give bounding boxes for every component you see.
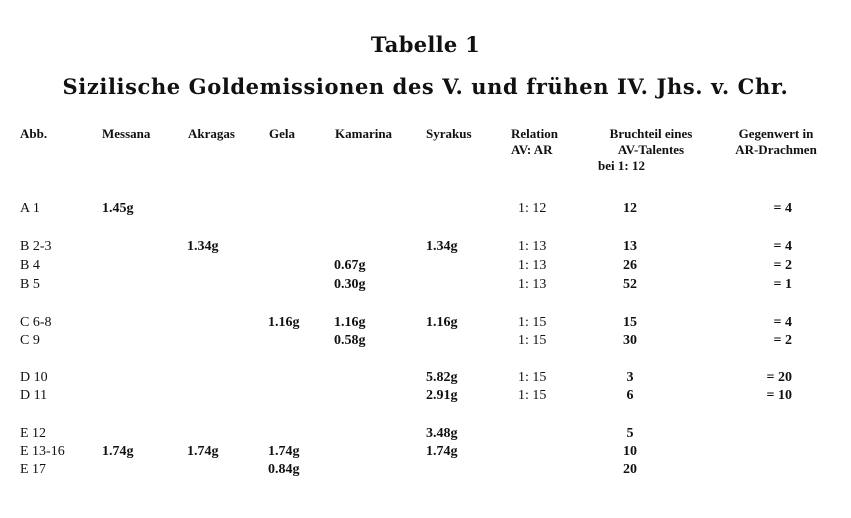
cell-bruchteil: 6 <box>626 388 634 403</box>
header-relation <box>511 126 558 158</box>
cell-relation: 1: 13 <box>518 239 547 254</box>
cell-gegenwert: = 4 <box>773 201 792 216</box>
cell-relation: 1: 12 <box>518 201 547 216</box>
header-relation-line: AV: AR <box>511 142 553 157</box>
cell-bruchteil: 30 <box>623 333 637 348</box>
cell-gegenwert: = 10 <box>766 388 792 403</box>
cell-akragas: 1.34g <box>187 239 219 254</box>
cell-bruchteil: 26 <box>623 258 637 273</box>
cell-gegenwert: = 2 <box>773 258 792 273</box>
cell-abb: E 13-16 <box>20 444 65 459</box>
cell-relation: 1: 13 <box>518 258 547 273</box>
cell-bruchteil: 10 <box>623 444 637 459</box>
cell-abb: B 4 <box>20 258 40 273</box>
cell-kamarina: 0.67g <box>334 258 366 273</box>
cell-syrakus: 1.16g <box>426 315 458 330</box>
header-gegenwert <box>720 126 832 158</box>
cell-bruchteil: 20 <box>623 462 637 477</box>
table-title: Tabelle 1 <box>370 32 481 57</box>
cell-kamarina: 0.58g <box>334 333 366 348</box>
cell-relation: 1: 15 <box>518 315 547 330</box>
header-syrakus: Syrakus <box>426 126 472 141</box>
cell-kamarina: 0.30g <box>334 277 366 292</box>
header-bruchteil-line: bei 1: 12 <box>598 158 645 173</box>
cell-gegenwert: = 4 <box>773 315 792 330</box>
cell-syrakus: 1.74g <box>426 444 458 459</box>
cell-abb: C 6-8 <box>20 315 52 330</box>
cell-bruchteil: 15 <box>623 315 637 330</box>
cell-gegenwert: = 1 <box>773 277 792 292</box>
cell-messana: 1.74g <box>102 444 134 459</box>
cell-syrakus: 5.82g <box>426 370 458 385</box>
cell-bruchteil: 13 <box>623 239 637 254</box>
header-kamarina: Kamarina <box>335 126 393 141</box>
cell-gegenwert: = 4 <box>773 239 792 254</box>
cell-abb: D 10 <box>20 370 48 385</box>
cell-abb: E 17 <box>20 462 47 477</box>
cell-kamarina: 1.16g <box>334 315 366 330</box>
cell-syrakus: 2.91g <box>426 388 458 403</box>
header-bruchteil-line: Bruchteil eines <box>609 126 693 141</box>
cell-relation: 1: 15 <box>518 388 547 403</box>
header-messana: Messana <box>102 126 151 141</box>
cell-abb: B 5 <box>20 277 40 292</box>
header-gela: Gela <box>269 126 295 141</box>
cell-abb: C 9 <box>20 333 40 348</box>
cell-abb: D 11 <box>20 388 48 403</box>
cell-bruchteil: 12 <box>623 201 637 216</box>
header-gegenwert-line: Gegenwert in <box>738 126 814 141</box>
cell-gegenwert: = 2 <box>773 333 792 348</box>
cell-syrakus: 3.48g <box>426 426 458 441</box>
header-relation-line: Relation <box>511 126 558 141</box>
cell-gegenwert: = 20 <box>766 370 792 385</box>
cell-abb: B 2-3 <box>20 239 52 254</box>
cell-abb: A 1 <box>20 201 40 216</box>
header-akragas: Akragas <box>188 126 235 141</box>
header-bruchteil-line: AV-Talentes <box>617 142 685 157</box>
cell-akragas: 1.74g <box>187 444 219 459</box>
cell-gela: 1.16g <box>268 315 300 330</box>
header-gegenwert-line: AR-Drachmen <box>735 142 817 157</box>
cell-relation: 1: 15 <box>518 370 547 385</box>
cell-gela: 1.74g <box>268 444 300 459</box>
cell-bruchteil: 52 <box>623 277 637 292</box>
header-abb: Abb. <box>20 126 48 141</box>
table-subtitle: Sizilische Goldemissionen des V. und frühen IV. Jhs. v. Chr. <box>62 74 789 99</box>
cell-messana: 1.45g <box>102 201 134 216</box>
cell-syrakus: 1.34g <box>426 239 458 254</box>
cell-relation: 1: 15 <box>518 333 547 348</box>
header-bruchteil <box>592 126 710 174</box>
cell-relation: 1: 13 <box>518 277 547 292</box>
cell-abb: E 12 <box>20 426 47 441</box>
cell-bruchteil: 3 <box>626 370 634 385</box>
cell-gela: 0.84g <box>268 462 300 477</box>
cell-bruchteil: 5 <box>626 426 634 441</box>
